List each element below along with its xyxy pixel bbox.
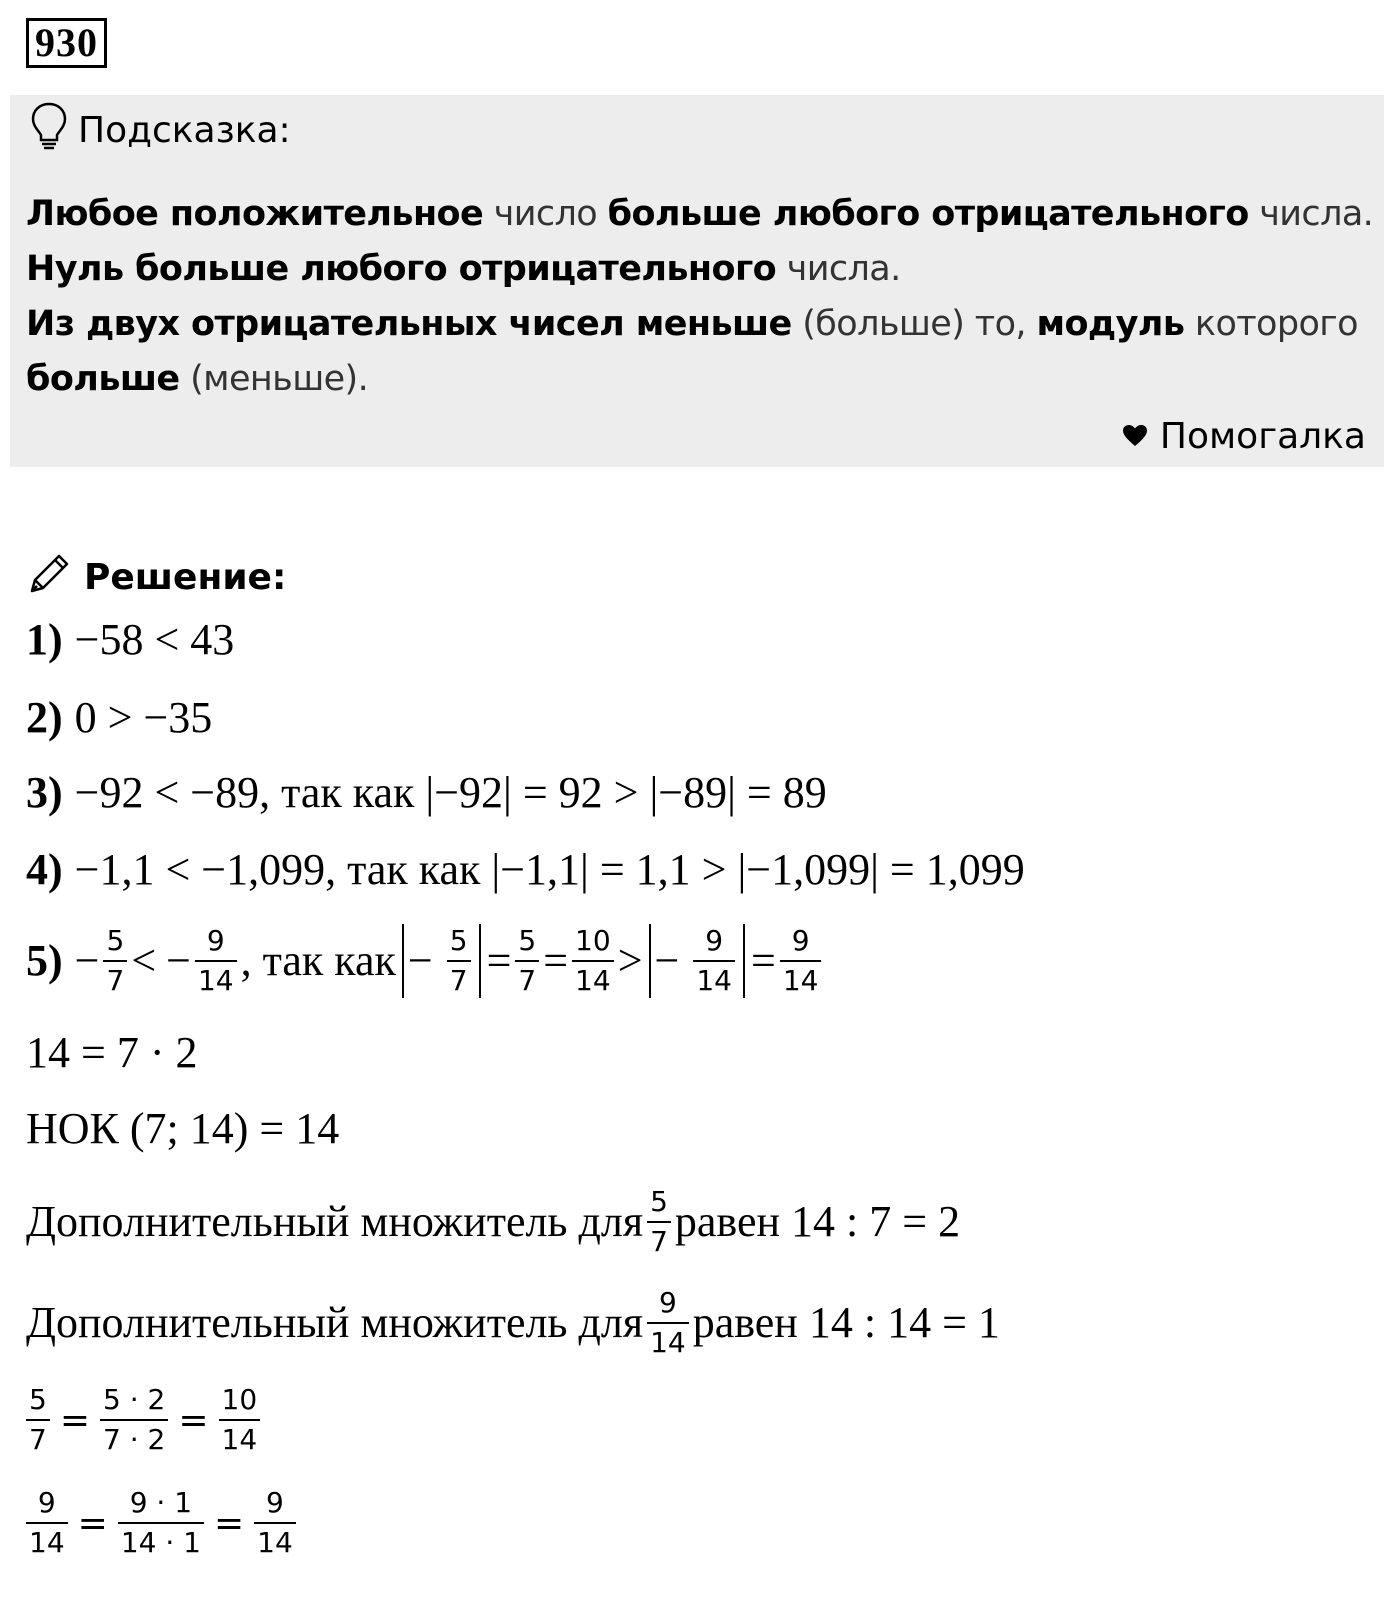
equals-sign: = <box>77 1502 108 1544</box>
item-label: 3) <box>26 768 63 817</box>
fraction: $\frac{9}{14}$ <box>647 1286 689 1360</box>
multiplier-prefix: Дополнительный множитель для <box>26 1298 644 1347</box>
solution-line-1 <box>26 612 234 668</box>
heart-icon <box>1122 416 1148 457</box>
hint-line <box>26 297 1366 352</box>
solution-title: Решение: <box>84 556 287 598</box>
fraction: $\frac{5}{7}$ <box>26 1383 50 1457</box>
minus-sign: − <box>74 936 100 985</box>
multiplier-suffix: равен 14 : 14 = 1 <box>692 1298 1000 1347</box>
hint-emphasis: Нуль больше любого отрицательного <box>26 249 777 289</box>
hint-text: (больше) то, <box>791 304 1037 344</box>
item-label: 4) <box>26 845 63 894</box>
equals-sign: = <box>486 936 512 985</box>
since-text: , так как <box>240 936 396 985</box>
item-text: −58 < 43 <box>74 615 235 664</box>
fraction: $\frac{9}{14}$ <box>254 1486 296 1560</box>
hint-text: числа. <box>1248 194 1374 234</box>
hint-emphasis: больше любого отрицательного <box>607 194 1249 234</box>
hint-header <box>30 105 291 155</box>
lightbulb-icon <box>30 101 68 160</box>
equals-sign: = <box>178 1399 209 1441</box>
fraction: $\frac{5}{7}$ <box>103 924 127 998</box>
fraction: $\frac{10}{14}$ <box>219 1383 261 1457</box>
item-text: 0 > −35 <box>74 693 213 742</box>
pencil-icon <box>26 549 74 606</box>
minus-sign: − <box>166 936 191 985</box>
fraction: $\frac{10}{14}$ <box>572 924 614 998</box>
solution-line-3 <box>26 765 827 821</box>
credit-text: Помогалка <box>1159 415 1366 457</box>
fraction: $\frac{5 \cdot 2}{7 \cdot 2}$ <box>100 1383 168 1457</box>
hint-line <box>26 352 1366 407</box>
multiplier-prefix: Дополнительный множитель для <box>26 1197 644 1246</box>
item-text: −92 < −89, так как |−92| = 92 > |−89| = 89 <box>74 768 827 817</box>
equals-sign: = <box>59 1399 90 1441</box>
fraction: $\frac{9}{14}$ <box>195 924 237 998</box>
hint-emphasis: Из двух отрицательных чисел меньше <box>26 304 792 344</box>
fraction: $\frac{5}{7}$ <box>515 924 539 998</box>
equals-sign: = <box>750 936 776 985</box>
hint-text: число <box>483 194 608 234</box>
fraction-calc-2 <box>22 1486 300 1560</box>
hint-emphasis: модуль <box>1036 304 1185 344</box>
fraction: $\frac{9}{14}$ <box>780 924 822 998</box>
solution-line-6 <box>26 1025 197 1081</box>
lcm-line: НОК (7; 14) = 14 <box>26 1104 340 1153</box>
equals-sign: = <box>213 1502 245 1544</box>
item-text: −1,1 < −1,099, так как |−1,1| = 1,1 > |−1,099| = 1,099 <box>74 845 1025 894</box>
hint-line <box>26 187 1374 242</box>
solution-line-5 <box>26 920 825 1002</box>
absolute-value: − $\frac{9}{14}$ <box>649 924 745 998</box>
multiplier-suffix: равен 14 : 7 = 2 <box>674 1197 961 1246</box>
hint-text: (меньше). <box>179 359 369 399</box>
solution-line-9 <box>26 1283 1000 1363</box>
factorization: 14 = 7 · 2 <box>26 1028 198 1077</box>
fraction-calc-1 <box>22 1383 264 1457</box>
hint-emphasis: Любое положительное <box>26 194 484 234</box>
solution-line-4 <box>26 842 1025 898</box>
solution-header <box>26 550 286 604</box>
solution-line-8 <box>26 1182 960 1262</box>
fraction: $\frac{5}{7}$ <box>647 1185 671 1259</box>
hint-line <box>26 242 1366 297</box>
absolute-value: − $\frac{5}{7}$ <box>402 924 481 998</box>
solution-line-7 <box>26 1101 339 1157</box>
solution-line-2 <box>26 690 212 746</box>
item-label: 1) <box>26 615 63 664</box>
equals-sign: = <box>543 936 569 985</box>
less-sign: < <box>131 936 157 985</box>
credit <box>1122 413 1366 459</box>
hint-box <box>10 95 1384 467</box>
fraction: $\frac{9}{14}$ <box>26 1486 68 1560</box>
fraction: $\frac{9 \cdot 1}{14 \cdot 1}$ <box>118 1486 204 1560</box>
hint-body <box>26 187 1374 407</box>
item-label: 2) <box>26 693 63 742</box>
hint-text: числа. <box>776 249 901 289</box>
hint-emphasis: больше <box>26 359 180 399</box>
hint-text: которого <box>1184 304 1358 344</box>
task-number: 930 <box>26 18 107 68</box>
hint-title: Подсказка: <box>78 109 291 151</box>
greater-sign: > <box>617 936 643 985</box>
item-label: 5) <box>26 936 63 985</box>
